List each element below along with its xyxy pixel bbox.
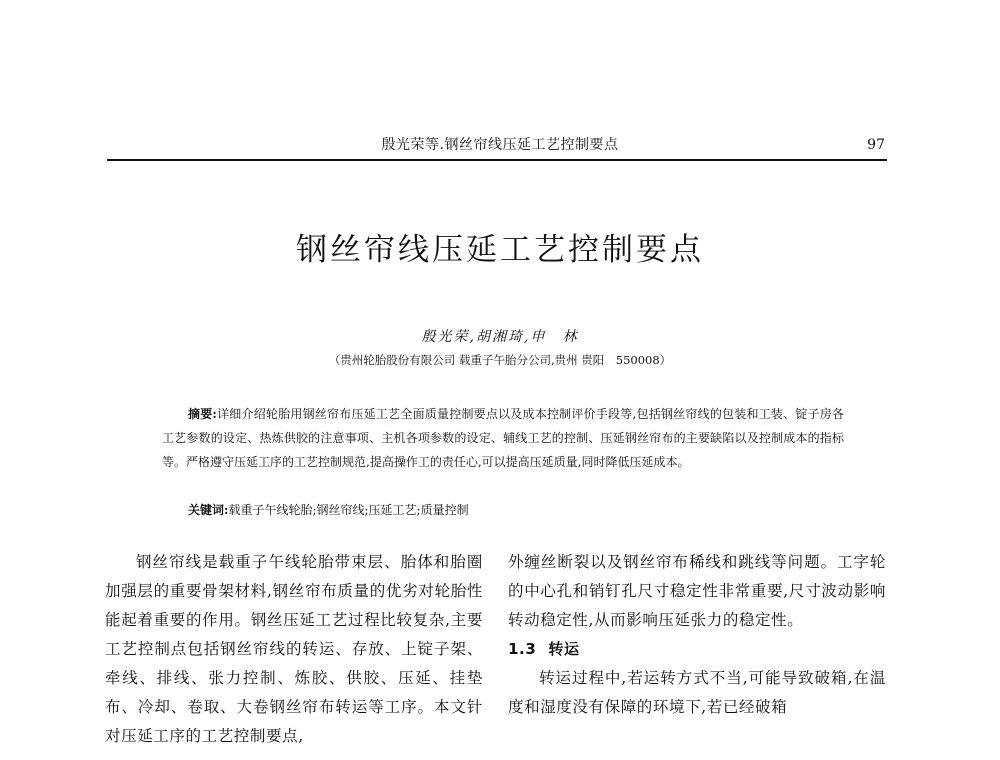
section-title: 转运 — [548, 640, 580, 658]
body-column-left — [105, 548, 483, 751]
running-head — [0, 133, 1000, 157]
abstract-text: 详细介绍轮胎用钢丝帘布压延工艺全面质量控制要点以及成本控制评价手段等,包括钢丝帘线的包装和工装、锭子房各工艺参数的设定、热炼供胶的注意事项、主机各项参数的设定、辅线工艺的控制、压延钢丝帘布的主要缺陷以及控制成本的指标等。严格遵守压延工序的工艺控制规范,提高操作工的责任心,可以提高压延质量,同时降低压延成本。 — [162, 407, 844, 469]
abstract — [162, 402, 844, 474]
section-heading — [508, 635, 886, 664]
article-authors: 殷光荣,胡湘琦,申 林 — [421, 329, 579, 345]
body-paragraph-continued: 外缠丝断裂以及钢丝帘布稀线和跳线等问题。工字轮的中心孔和销钉孔尺寸稳定性非常重要,尺寸波动影响转动稳定性,从而影响压延张力的稳定性。 — [508, 553, 886, 629]
article-affiliation: （贵州轮胎股份有限公司 载重子午胎分公司,贵州 贵阳 550008） — [328, 353, 672, 367]
keywords-text: 载重子午线轮胎;钢丝帘线;压延工艺;质量控制 — [228, 503, 469, 517]
running-title: 殷光荣等.钢丝帘线压延工艺控制要点 — [381, 137, 619, 153]
article-title: 钢丝帘线压延工艺控制要点 — [296, 232, 704, 268]
body-column-right — [508, 548, 886, 722]
body-paragraph: 转运过程中,若运转方式不当,可能导致破箱,在温度和湿度没有保障的环境下,若已经破箱 — [508, 669, 886, 716]
page-number: 97 — [867, 137, 885, 153]
body-paragraph: 钢丝帘线是载重子午线轮胎带束层、胎体和胎圈加强层的重要骨架材料,钢丝帘布质量的优劣对轮胎性能起着重要的作用。钢丝压延工艺过程比较复杂,主要工艺控制点包括钢丝帘线的转运、存放、上锭子架、牵线、排线、张力控制、炼胶、供胶、压延、挂垫布、冷却、卷取、大卷钢丝帘布转运等工序。本文针对压延工序的工艺控制要点, — [105, 553, 483, 745]
keywords — [162, 498, 844, 522]
abstract-label: 摘要: — [188, 407, 217, 421]
keywords-label: 关键词: — [188, 503, 229, 517]
header-rule — [107, 159, 887, 161]
section-number: 1.3 — [508, 640, 537, 658]
